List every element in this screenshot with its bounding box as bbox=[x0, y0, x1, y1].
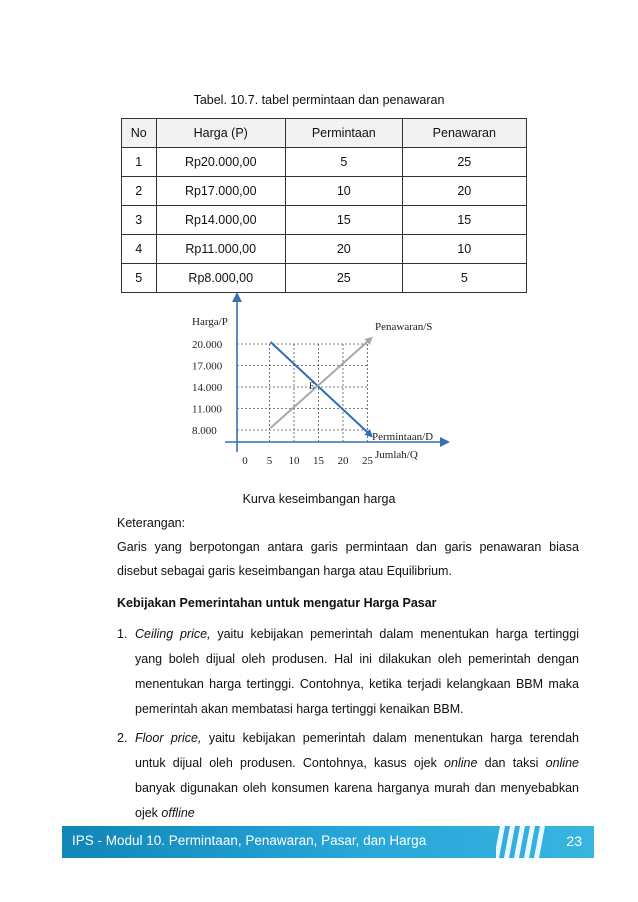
section-heading: Kebijakan Pemerintahan untuk mengatur Harga Pasar bbox=[117, 596, 437, 610]
header-harga: Harga (P) bbox=[156, 119, 285, 148]
x-tick-label: 15 bbox=[313, 455, 324, 467]
y-tick-label: 17.000 bbox=[192, 360, 223, 373]
list-text bbox=[135, 726, 579, 826]
supply-curve bbox=[271, 338, 372, 428]
footer-bar bbox=[62, 826, 594, 858]
emphasis-online: online bbox=[444, 756, 478, 770]
table-cell: 3 bbox=[122, 206, 157, 235]
table-cell: 15 bbox=[285, 206, 402, 235]
list-item bbox=[117, 726, 579, 826]
table-cell: Rp8.000,00 bbox=[156, 264, 285, 293]
table-cell: 2 bbox=[122, 177, 157, 206]
floor-price-text-2: dan taksi bbox=[477, 756, 546, 770]
page-number: 23 bbox=[566, 833, 582, 849]
table-row bbox=[122, 264, 527, 293]
y-tick-label: 20.000 bbox=[192, 339, 223, 351]
table-row bbox=[122, 177, 527, 206]
demand-supply-table bbox=[121, 118, 527, 293]
keterangan-text: Garis yang berpotongan antara garis permintaan dan garis penawaran biasa disebut sebagai garis keseimbangan harga atau Equilibrium. bbox=[117, 540, 579, 578]
y-tick-label: 11.000 bbox=[192, 403, 222, 416]
table-cell: Rp14.000,00 bbox=[156, 206, 285, 235]
emphasis-offline: offline bbox=[161, 806, 195, 820]
table-cell: 5 bbox=[285, 148, 402, 177]
table-cell: 5 bbox=[402, 264, 526, 293]
table-cell: 10 bbox=[402, 235, 526, 264]
table-cell: 1 bbox=[122, 148, 157, 177]
x-tick-label: 0 bbox=[242, 455, 248, 467]
y-tick-label: 14.000 bbox=[192, 382, 223, 394]
emphasis-online: online bbox=[545, 756, 579, 770]
x-tick-label: 10 bbox=[288, 455, 300, 467]
table-cell: 10 bbox=[285, 177, 402, 206]
floor-price-text-3: banyak digunakan oleh konsumen karena harganya murah dan menyebabkan ojek bbox=[135, 781, 579, 820]
x-tick-labels bbox=[242, 455, 373, 467]
stripes-decoration-icon bbox=[496, 826, 556, 858]
list-item bbox=[117, 622, 579, 722]
header-permintaan: Permintaan bbox=[285, 119, 402, 148]
supply-label: Penawaran/S bbox=[375, 321, 433, 333]
list-number: 2. bbox=[117, 731, 128, 745]
header-no: No bbox=[122, 119, 157, 148]
table-row bbox=[122, 148, 527, 177]
y-tick-label: 8.000 bbox=[192, 425, 217, 437]
x-tick-label: 25 bbox=[362, 455, 373, 467]
x-tick-label: 20 bbox=[337, 455, 349, 467]
table-cell: 20 bbox=[285, 235, 402, 264]
header-penawaran: Penawaran bbox=[402, 119, 526, 148]
table-cell: 25 bbox=[402, 148, 526, 177]
table-cell: 5 bbox=[122, 264, 157, 293]
equilibrium-chart bbox=[170, 290, 460, 475]
list-number: 1. bbox=[117, 627, 128, 641]
term-floor-price: Floor price, bbox=[135, 731, 202, 745]
y-axis-label: Harga/P bbox=[192, 316, 228, 328]
table-header-row bbox=[122, 119, 527, 148]
y-tick-labels bbox=[192, 339, 223, 437]
term-ceiling-price: Ceiling price, bbox=[135, 627, 211, 641]
demand-curve bbox=[271, 342, 372, 436]
table-cell: Rp11.000,00 bbox=[156, 235, 285, 264]
table-cell: 25 bbox=[285, 264, 402, 293]
keterangan-label: Keterangan: bbox=[117, 516, 186, 530]
table-caption: Tabel. 10.7. tabel permintaan dan penawaran bbox=[193, 93, 445, 107]
table-row bbox=[122, 206, 527, 235]
x-axis-label: Jumlah/Q bbox=[375, 449, 418, 461]
table-row bbox=[122, 235, 527, 264]
x-tick-label: 5 bbox=[266, 455, 273, 467]
equilibrium-label: E bbox=[309, 381, 315, 391]
demand-label: Permintaan/D bbox=[372, 431, 434, 443]
table-cell: 15 bbox=[402, 206, 526, 235]
table-cell: Rp20.000,00 bbox=[156, 148, 285, 177]
table-cell: Rp17.000,00 bbox=[156, 177, 285, 206]
footer-title: IPS - Modul 10. Permintaan, Penawaran, Pasar, dan Harga bbox=[72, 833, 427, 848]
floor-price-text-1: yaitu kebijakan pemerintah dalam menentukan harga terendah untuk dijual oleh produsen. Contohnya, kasus ojek bbox=[135, 731, 579, 770]
table-cell: 4 bbox=[122, 235, 157, 264]
chart-caption: Kurva keseimbangan harga bbox=[242, 492, 396, 506]
list-text bbox=[135, 622, 579, 722]
table-cell: 20 bbox=[402, 177, 526, 206]
ceiling-price-text: yaitu kebijakan pemerintah dalam menentukan harga tertinggi yang boleh dijual oleh produsen. Hal ini dilakukan oleh pemerintah dengan menentukan harga tertinggi. Contohnya, ketika terjadi kelangkaan BBM maka pemerintah akan membatasi harga tertinggi kenaikan BBM. bbox=[135, 627, 579, 716]
